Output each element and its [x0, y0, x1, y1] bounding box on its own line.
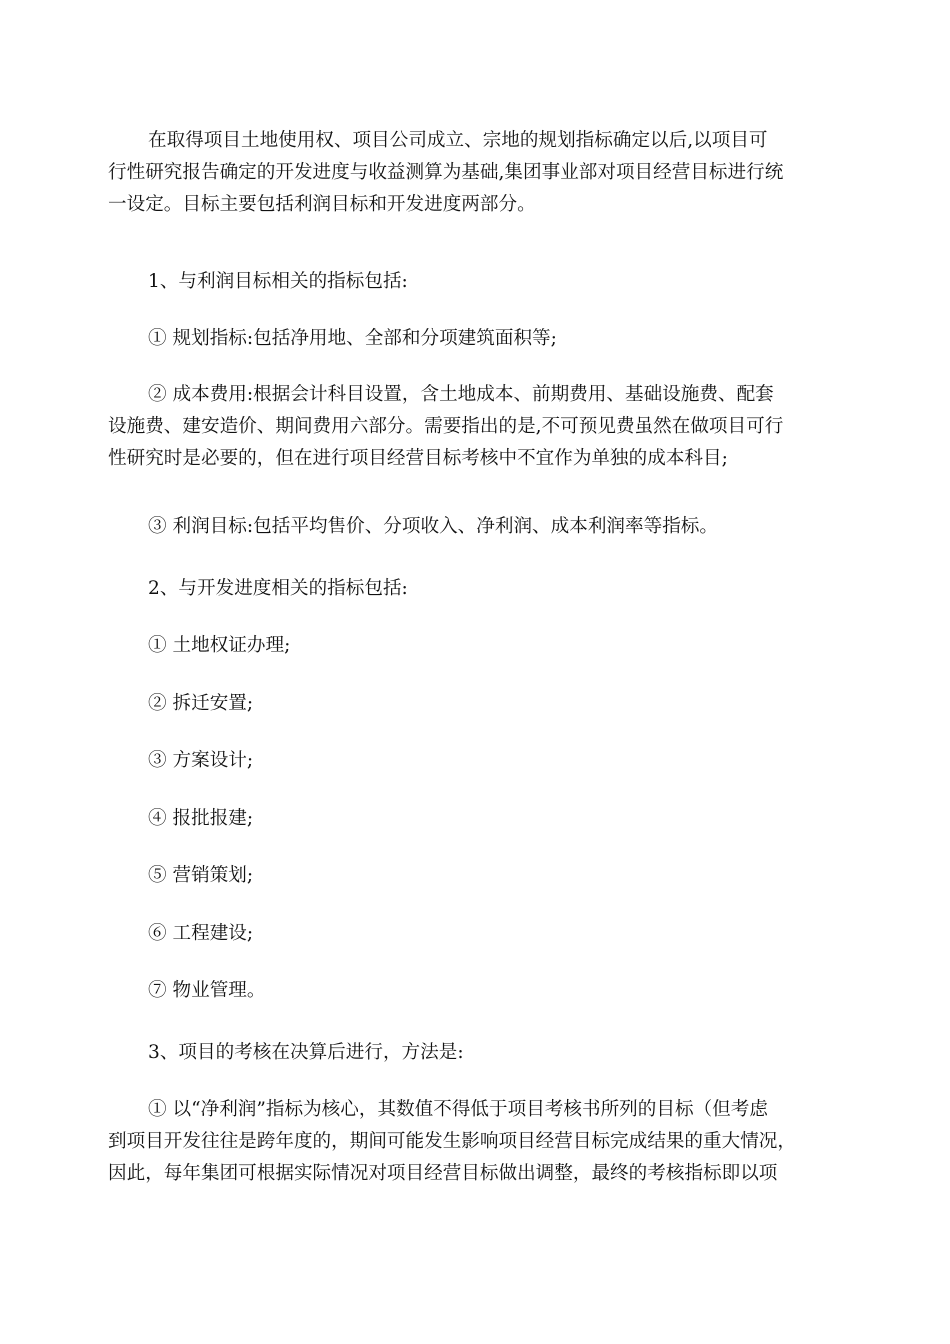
- section-2-item-7: [108, 975, 842, 1007]
- text-line: ① 以“净利润”指标为核心，其数值不得低于项目考核书所列的目标（但考虑: [148, 1099, 768, 1120]
- text-line: 到项目开发往往是跨年度的，期间可能发生影响项目经营目标完成结果的重大情况，: [108, 1131, 796, 1152]
- section-3-heading: [108, 1037, 842, 1069]
- text-line: ② 成本费用:根据会计科目设置，含土地成本、前期费用、基础设施费、配套: [148, 384, 774, 405]
- text-line: ① 规划指标:包括净用地、全部和分项建筑面积等;: [148, 328, 557, 349]
- text-line: ③ 利润目标:包括平均售价、分项收入、净利润、成本利润率等指标。: [148, 516, 718, 537]
- text-line: ① 土地权证办理;: [148, 635, 291, 656]
- section-3-item-1: [108, 1094, 842, 1190]
- text-line: ⑦ 物业管理。: [148, 980, 266, 1001]
- section-2-heading: [108, 573, 842, 605]
- text-line: ② 拆迁安置;: [148, 693, 254, 714]
- text-line: 因此，每年集团可根据实际情况对项目经营目标做出调整，最终的考核指标即以项: [108, 1163, 778, 1184]
- section-2-item-4: [108, 803, 842, 835]
- text-line: 设施费、建安造价、期间费用六部分。需要指出的是,不可预见费虽然在做项目可行: [108, 416, 784, 437]
- text-line: ⑥ 工程建设;: [148, 923, 254, 944]
- text-line: 行性研究报告确定的开发进度与收益测算为基础,集团事业部对项目经营目标进行统: [108, 162, 784, 183]
- section-1-item-2: [108, 379, 842, 475]
- intro-paragraph: [108, 125, 842, 221]
- section-2-item-2: [108, 688, 842, 720]
- text-line: 1、与利润目标相关的指标包括:: [148, 271, 408, 292]
- section-1-item-1: [108, 323, 842, 355]
- section-1-heading: [108, 266, 842, 298]
- section-2-item-5: [108, 860, 842, 892]
- text-line: 在取得项目土地使用权、项目公司成立、宗地的规划指标确定以后,以项目可: [148, 130, 768, 151]
- text-line: 性研究时是必要的，但在进行项目经营目标考核中不宜作为单独的成本科目;: [108, 448, 728, 469]
- text-line: ③ 方案设计;: [148, 750, 254, 771]
- section-1-item-3: [108, 511, 842, 543]
- section-2-item-6: [108, 918, 842, 950]
- section-2-item-3: [108, 745, 842, 777]
- text-line: ④ 报批报建;: [148, 808, 254, 829]
- text-line: 一设定。目标主要包括利润目标和开发进度两部分。: [108, 194, 536, 215]
- text-line: ⑤ 营销策划;: [148, 865, 254, 886]
- text-line: 3、项目的考核在决算后进行，方法是:: [148, 1042, 464, 1063]
- text-line: 2、与开发进度相关的指标包括:: [148, 578, 408, 599]
- section-2-item-1: [108, 630, 842, 662]
